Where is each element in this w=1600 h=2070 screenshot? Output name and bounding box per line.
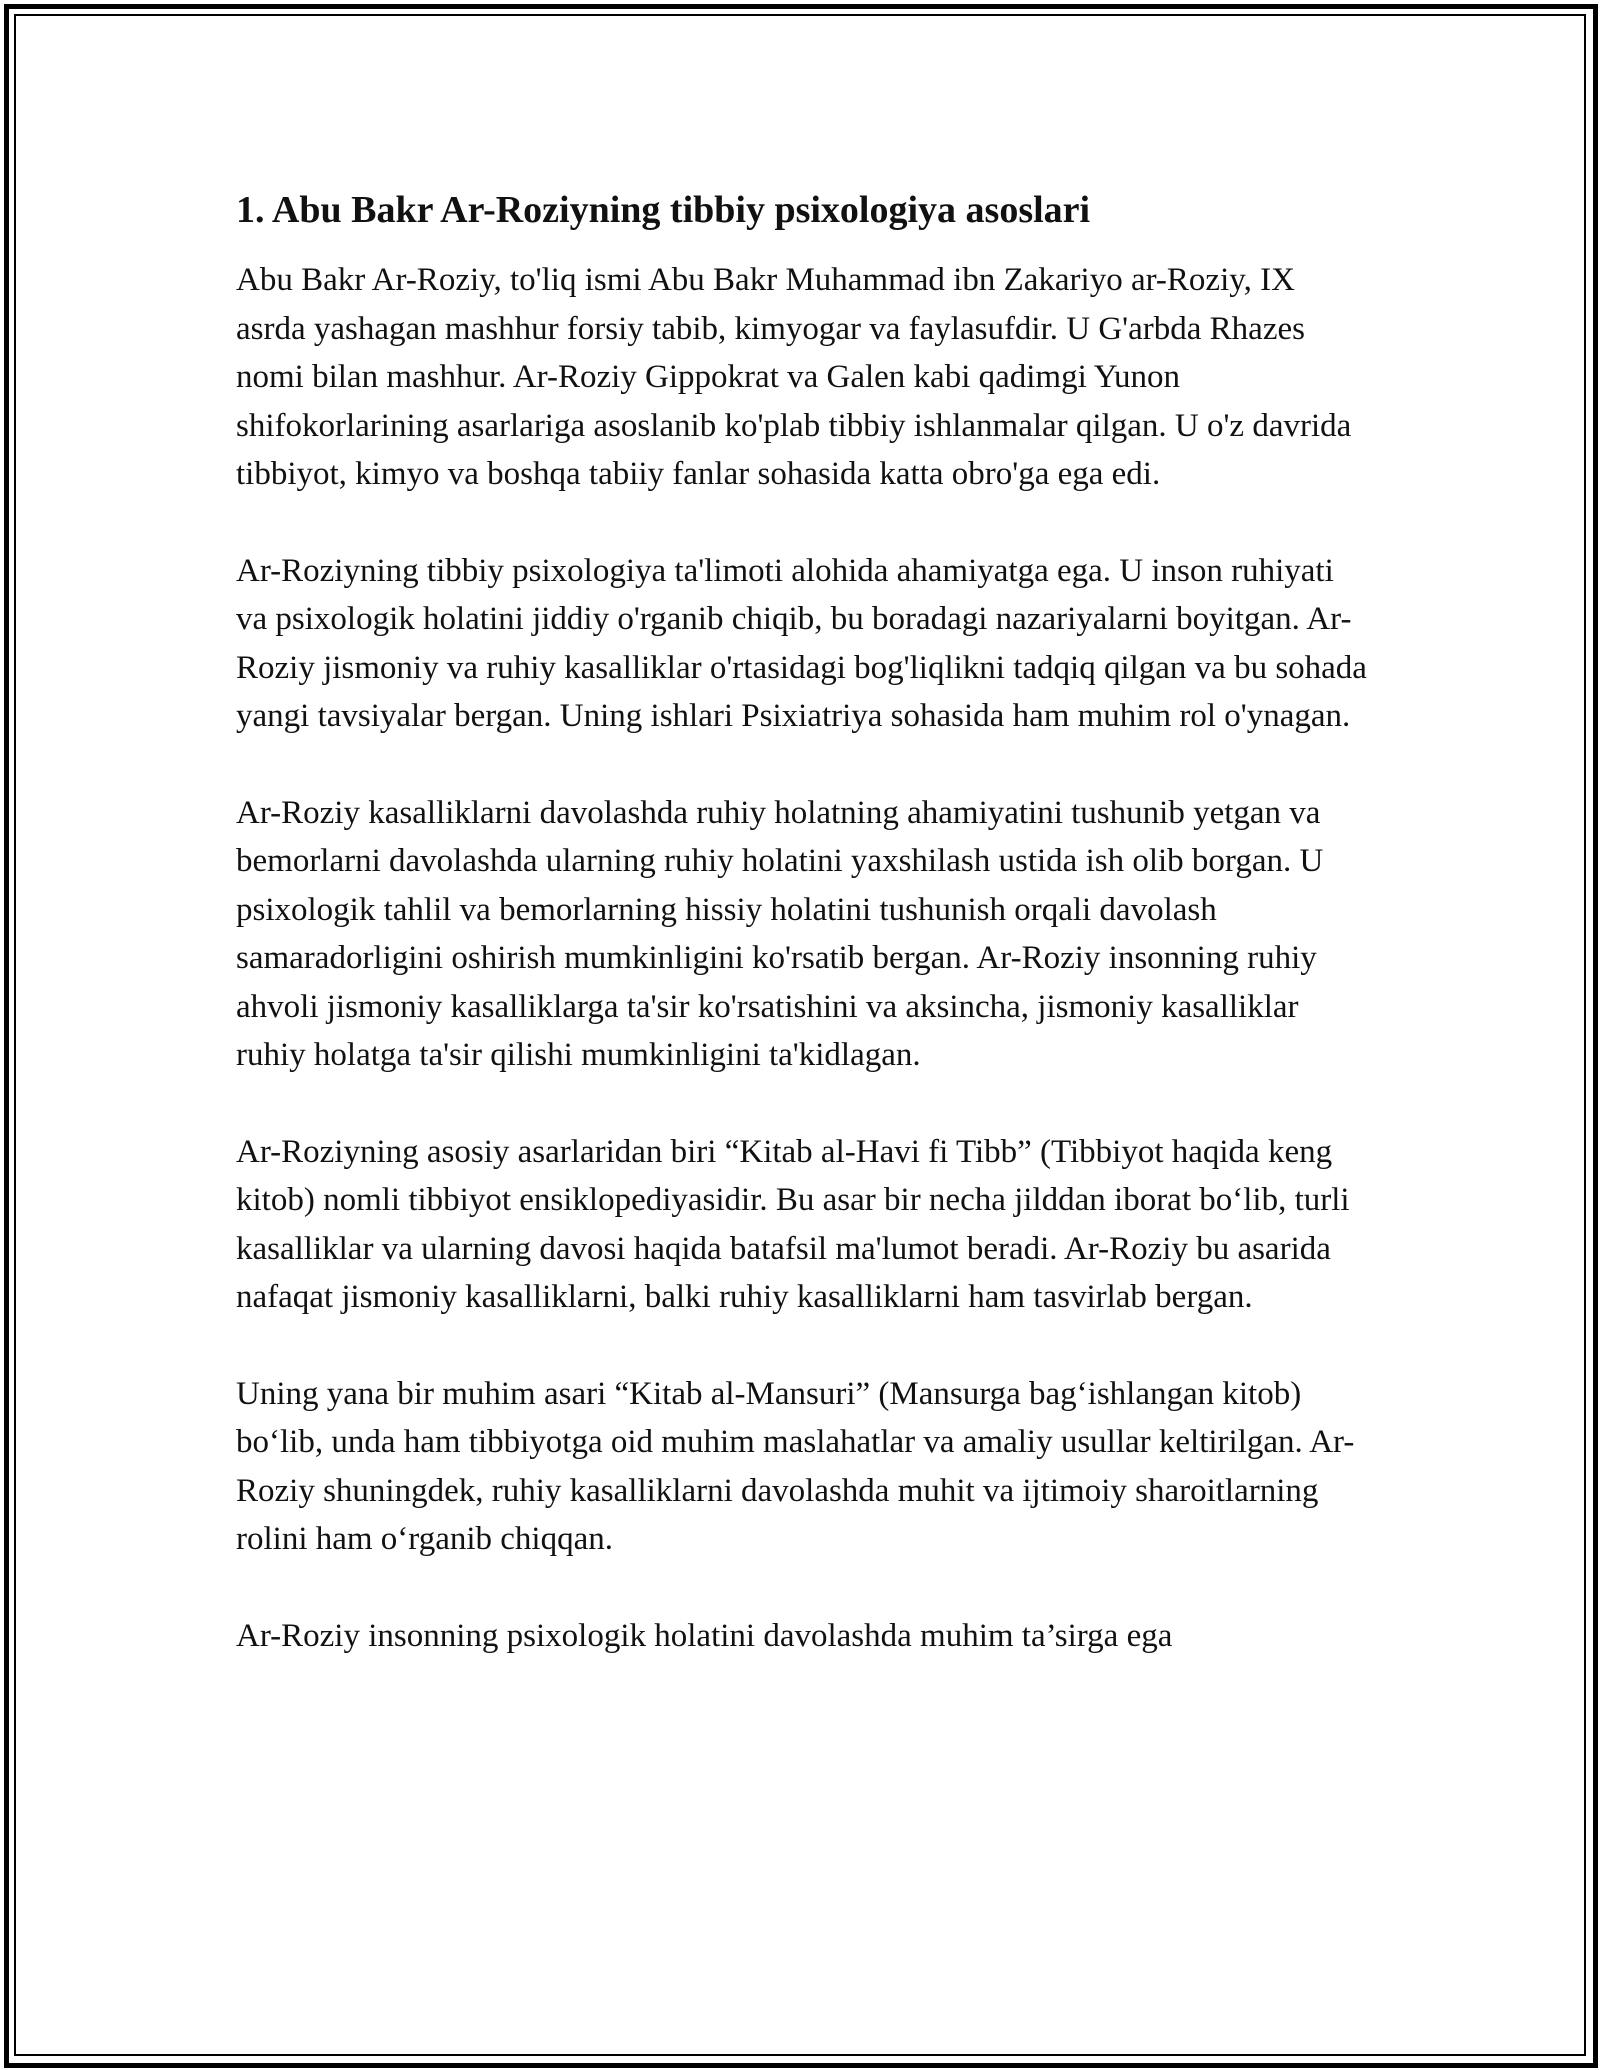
- paragraph-2: Ar-Roziyning tibbiy psixologiya ta'limoti alohida ahamiyatga ega. U inson ruhiyati va psixologik holatini jiddiy o'rganib chiqib, bu boradagi nazariyalarni boyitgan. Ar-Roziy jismoniy va ruhiy kasalliklar o'rtasidagi bog'liqlikni tadqiq qilgan va bu sohada yangi tavsiyalar bergan. Uning ishlari Psixiatriya sohasida ham muhim rol o'ynagan.: [236, 552, 1367, 734]
- paragraph-5: Uning yana bir muhim asari “Kitab al-Mansuri” (Mansurga bagʻishlangan kitob) boʻlib, unda ham tibbiyotga oid muhim maslahatlar va amaliy usullar keltirilgan. Ar-Roziy shuningdek, ruhiy kasalliklarni davolashda muhit va ijtimoiy sharoitlarning rolini ham oʻrganib chiqqan.: [236, 1375, 1355, 1557]
- paragraph-1: Abu Bakr Ar-Roziy, to'liq ismi Abu Bakr Muhammad ibn Zakariyo ar-Roziy, IX asrda yashagan mashhur forsiy tabib, kimyogar va faylasufdir. U G'arbda Rhazes nomi bilan mashhur. Ar-Roziy Gippokrat va Galen kabi qadimgi Yunon shifokorlarining asarlariga asoslanib ko'plab tibbiy ishlanmalar qilgan. U o'z davrida tibbiyot, kimyo va boshqa tabiiy fanlar sohasida katta obro'ga ega edi.: [236, 262, 1352, 492]
- paragraph-6: Ar-Roziy insonning psixologik holatini davolashda muhim ta’sirga ega: [236, 1617, 1173, 1654]
- paragraph-3: Ar-Roziy kasalliklarni davolashda ruhiy holatning ahamiyatini tushunib yetgan va bemorlarni davolashda ularning ruhiy holatini yaxshilash ustida ish olib borgan. U psixologik tahlil va bemorlarning hissiy holatini tushunish orqali davolash samaradorligini oshirish mumkinligini ko'rsatib bergan. Ar-Roziy insonning ruhiy ahvoli jismoniy kasalliklarga ta'sir ko'rsatishini va aksincha, jismoniy kasalliklar ruhiy holatga ta'sir qilishi mumkinligini ta'kidlagan.: [236, 794, 1324, 1073]
- paragraph-4: Ar-Roziyning asosiy asarlaridan biri “Kitab al-Havi fi Tibb” (Tibbiyot haqida keng kitob) nomli tibbiyot ensiklopediyasidir. Bu asar bir necha jilddan iborat boʻlib, turli kasalliklar va ularning davosi haqida batafsil ma'lumot beradi. Ar-Roziy bu asarida nafaqat jismoniy kasalliklarni, balki ruhiy kasalliklarni ham tasvirlab bergan.: [236, 1133, 1350, 1315]
- section-heading: 1. Abu Bakr Ar-Roziyning tibbiy psixologiya asoslari: [236, 189, 1091, 231]
- document-body: [236, 186, 1368, 1708]
